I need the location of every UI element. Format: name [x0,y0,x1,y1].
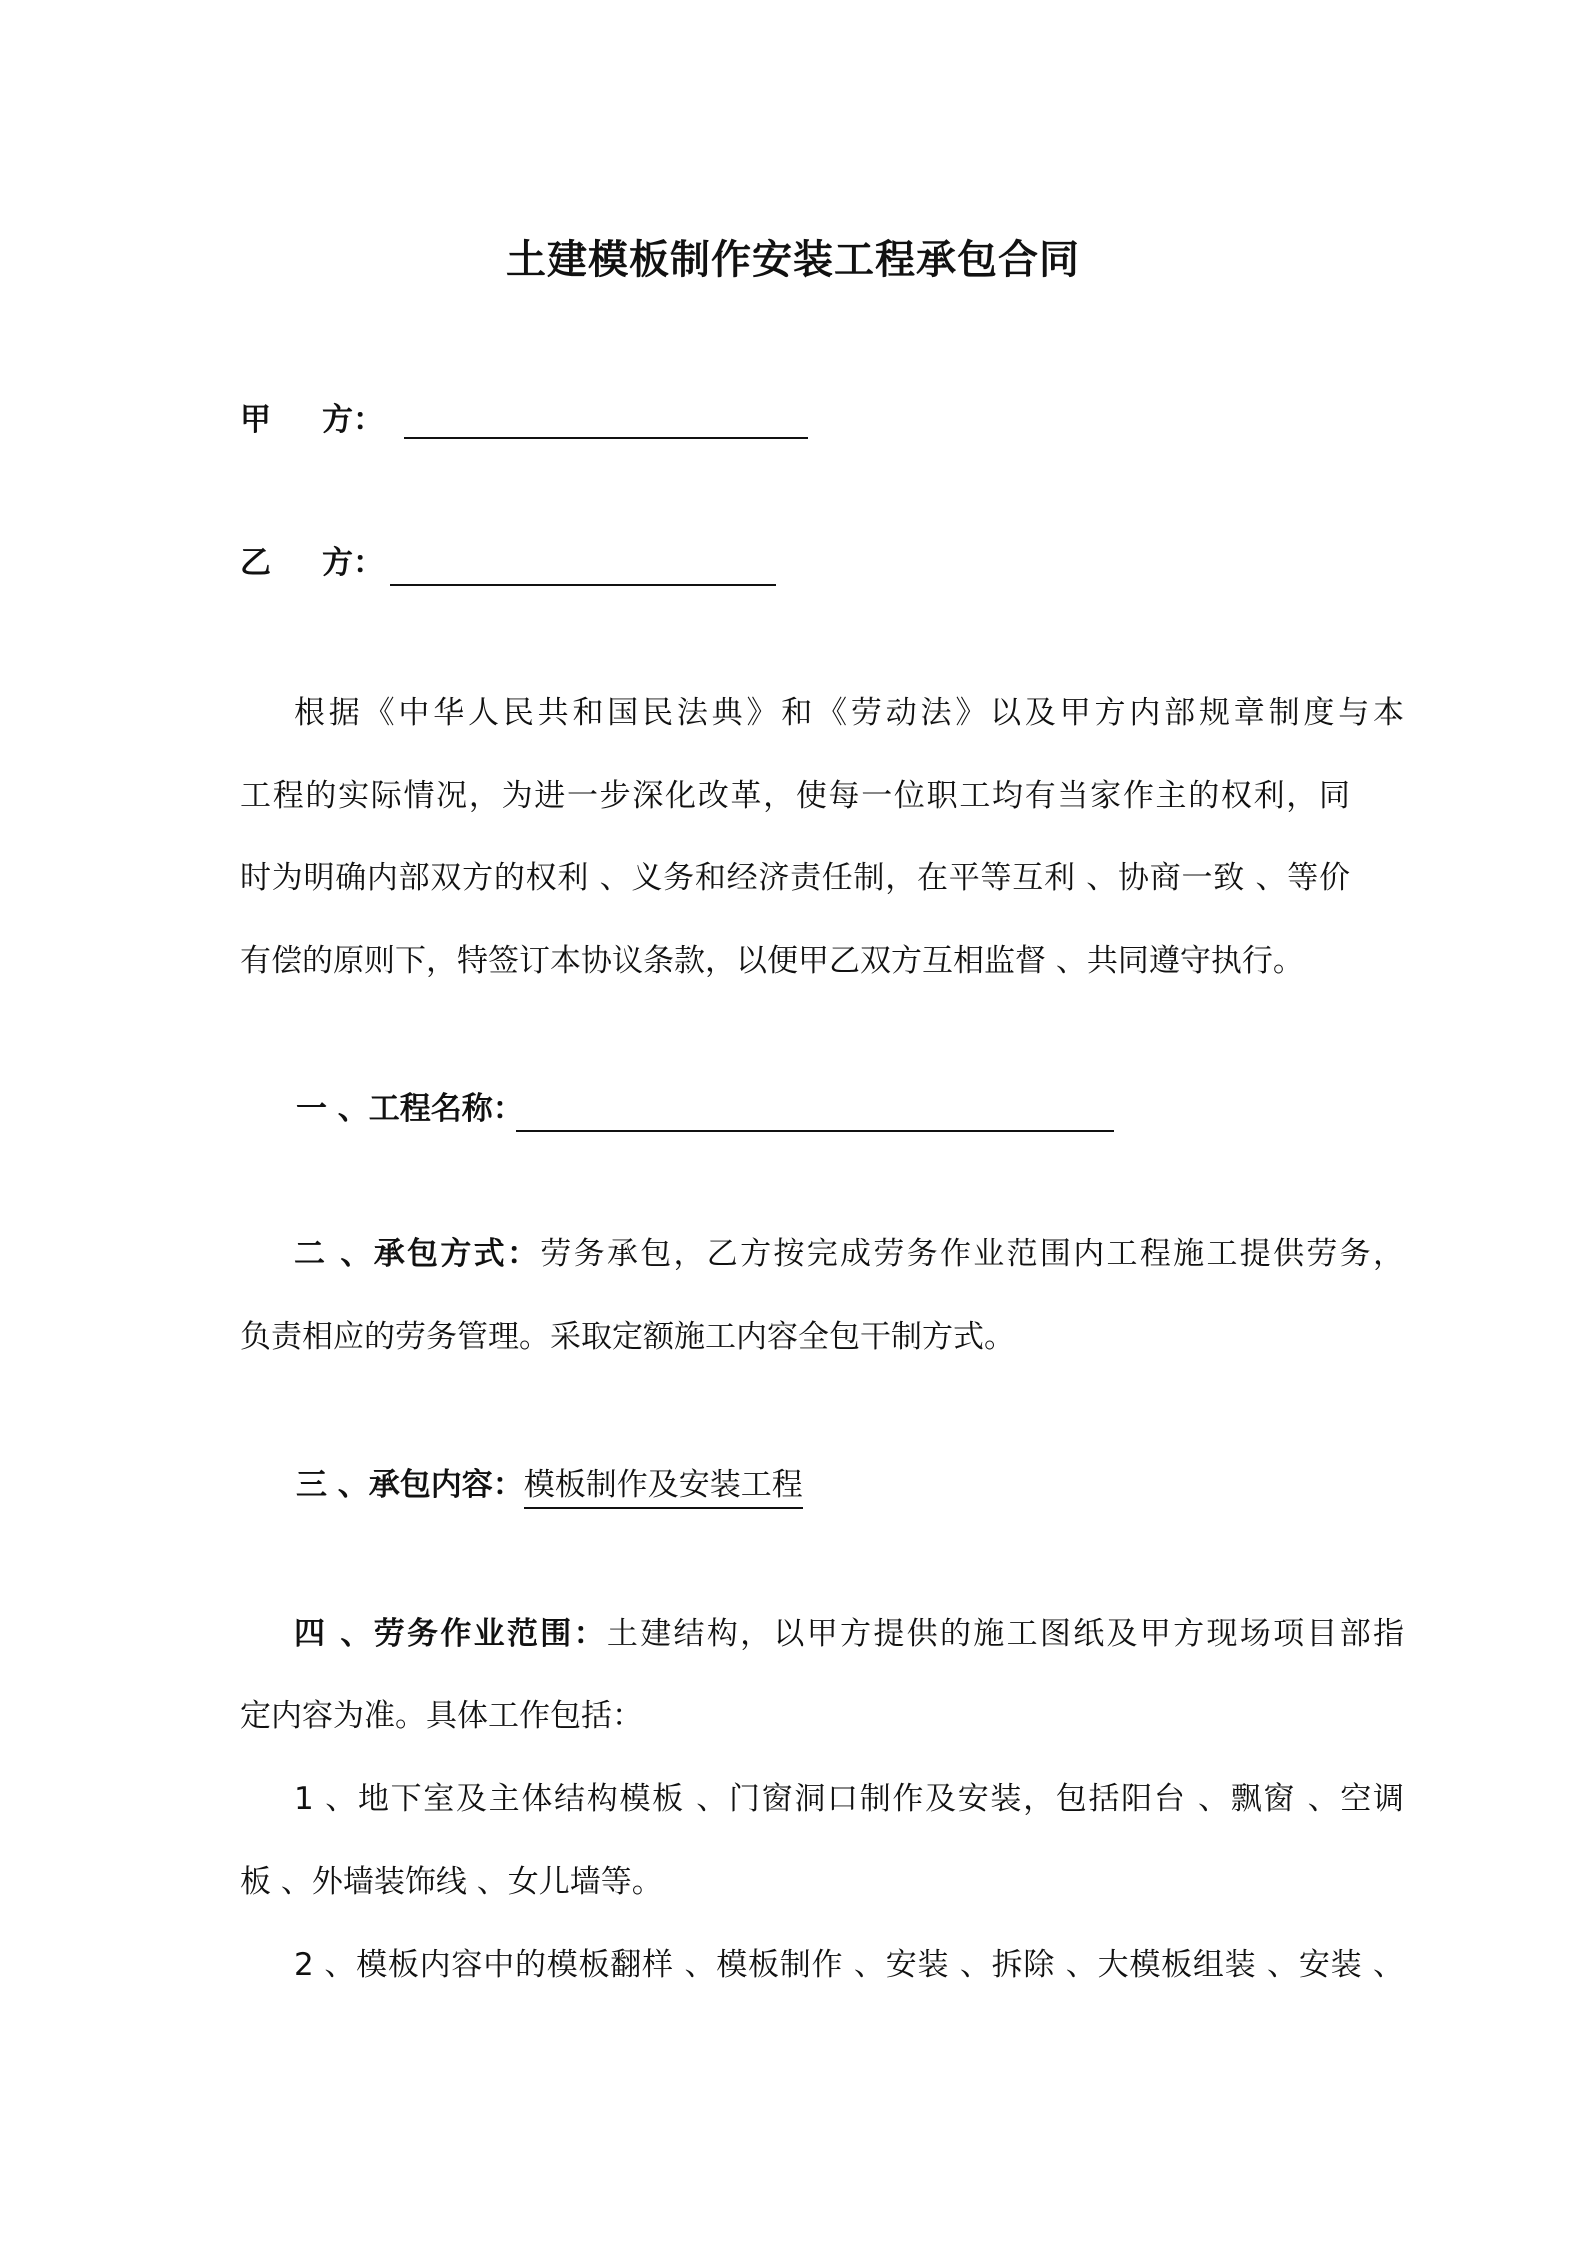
party-a-blank[interactable] [404,437,808,439]
section3-heading: 三 、承包内容： [296,1467,524,1503]
section2-text-1: 劳务承包，乙方按完成劳务作业范围内工程施工提供劳务， [540,1236,1404,1272]
preamble-line-2: 工程的实际情况，为进一步深化改革，使每一位职工均有当家作主的权利，同 [240,778,1350,814]
section1-heading: 一 、工程名称： [296,1091,524,1127]
section2-line-1 [240,1232,1404,1276]
section4-heading: 四 、劳务作业范围： [294,1616,607,1652]
item1-line-1: 1 、地下室及主体结构模板 、门窗洞口制作及安装，包括阳台 、飘窗 、空调 [294,1781,1404,1817]
preamble-line-1: 根据《中华人民共和国民法典》和《劳动法》以及甲方内部规章制度与本 [294,695,1404,731]
party-b-blank[interactable] [390,584,776,586]
section2-heading: 二 、承包方式： [294,1236,541,1272]
section2-line-2: 负责相应的劳务管理。采取定额施工内容全包干制方式。 [240,1319,1015,1355]
section4-line-2: 定内容为准。具体工作包括： [240,1698,643,1734]
section4-line-1 [240,1612,1404,1656]
section3-value: 模板制作及安装工程 [524,1467,803,1509]
item1-line-2: 板 、外墙装饰线 、女儿墙等。 [240,1864,663,1900]
preamble-line-3: 时为明确内部双方的权利 、义务和经济责任制，在平等互利 、协商一致 、等价 [240,860,1350,896]
document-title: 土建模板制作安装工程承包合同 [506,237,1080,283]
project-name-blank[interactable] [516,1130,1114,1132]
section4-text-1: 土建结构，以甲方提供的施工图纸及甲方现场项目部指 [606,1616,1404,1652]
party-a-label-char2: 方： [322,402,384,438]
party-a-label-char1: 甲 [240,402,271,438]
item2-line-1: 2 、模板内容中的模板翻样 、模板制作 、安装 、拆除 、大模板组装 、安装 、 [294,1947,1404,1983]
section3-line [296,1463,803,1507]
party-b-label-char1: 乙 [240,545,271,581]
party-b-label-char2: 方： [322,545,384,581]
preamble-line-4: 有偿的原则下，特签订本协议条款，以便甲乙双方互相监督 、共同遵守执行。 [240,943,1304,979]
